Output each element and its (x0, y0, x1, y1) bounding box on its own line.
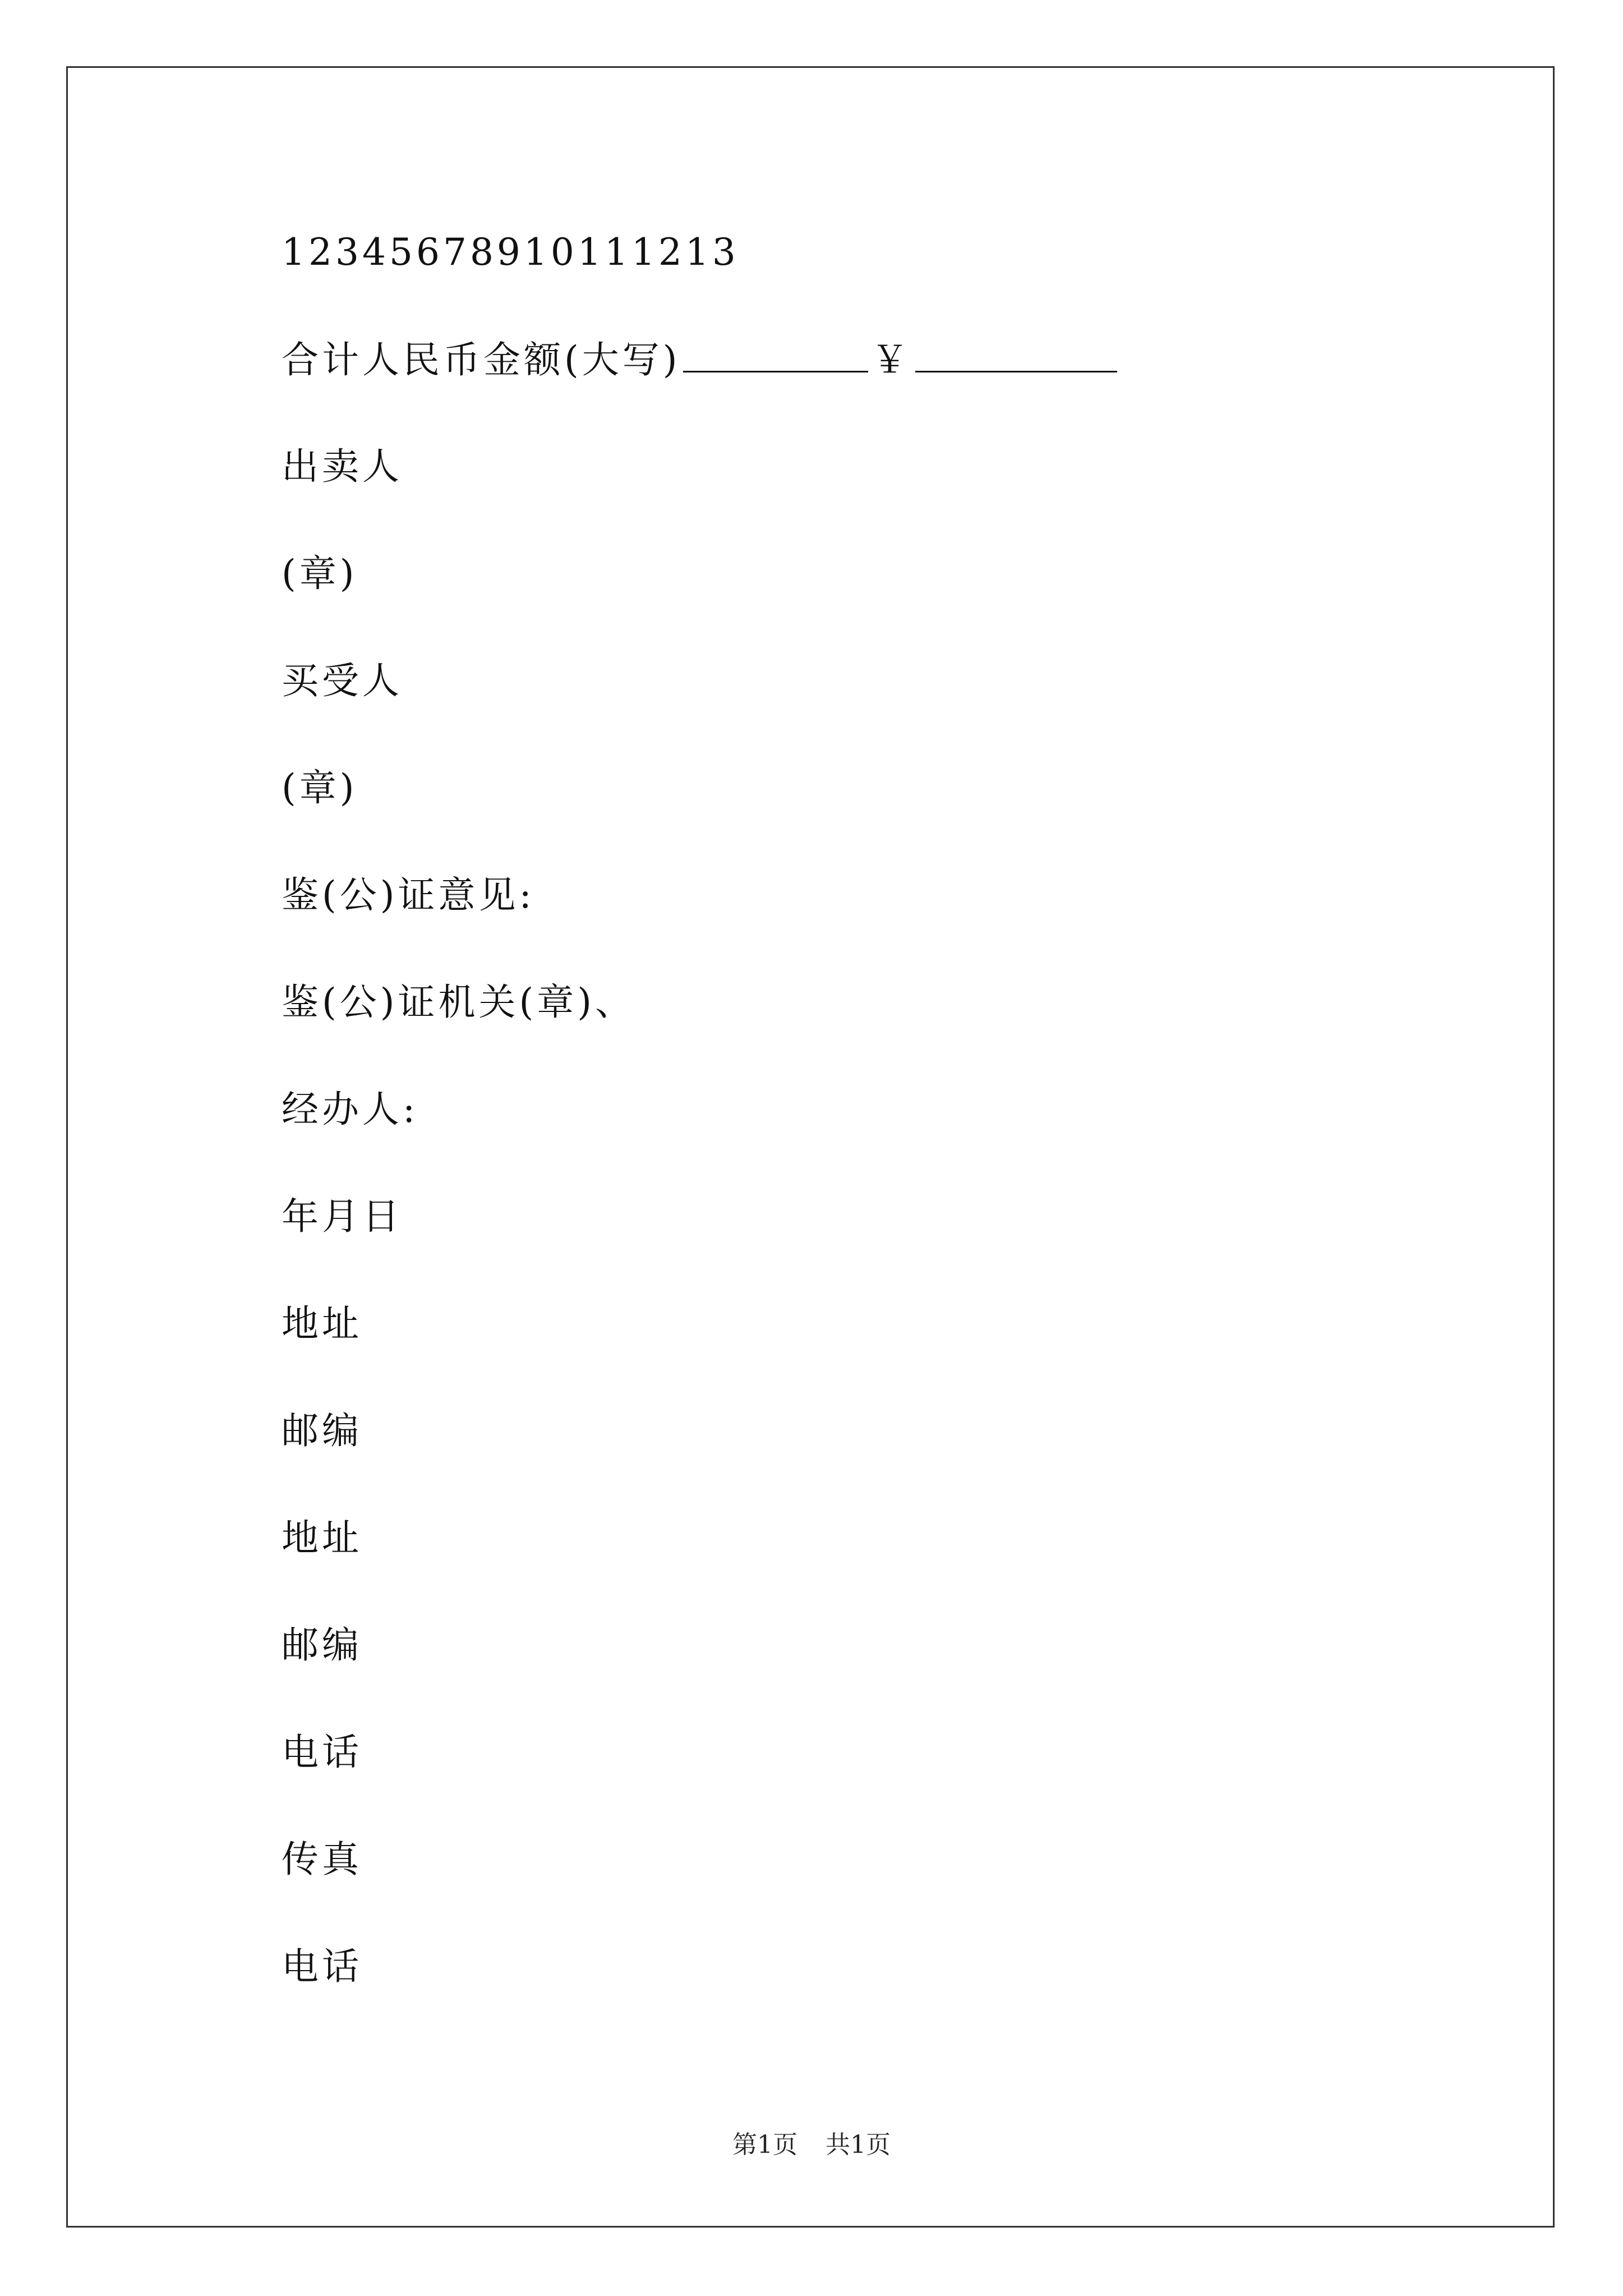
notary-opinion-label: 鉴(公)证意见: (282, 873, 535, 917)
postcode-label-2: 邮编 (282, 1623, 362, 1667)
amount-uppercase-blank (683, 332, 868, 372)
buyer-seal: (章) (282, 766, 358, 809)
phone-label-1: 电话 (282, 1731, 362, 1774)
page-total: 共1页 (826, 2131, 891, 2159)
currency-symbol: ￥ (871, 338, 912, 381)
page-footer (0, 2128, 1623, 2162)
total-amount-label: 合计人民币金额(大写) (282, 338, 681, 381)
phone-label-2: 电话 (282, 1945, 362, 1988)
seller-seal: (章) (282, 552, 358, 595)
page-current: 第1页 (732, 2131, 797, 2159)
address-label-1: 地址 (282, 1302, 362, 1345)
buyer-label: 买受人 (282, 659, 403, 702)
total-amount-line (282, 332, 1459, 439)
fax-label: 传真 (282, 1838, 362, 1881)
amount-figures-blank (915, 332, 1117, 372)
address-label-2: 地址 (282, 1516, 362, 1559)
postcode-label-1: 邮编 (282, 1409, 362, 1452)
seller-label: 出卖人 (282, 445, 403, 488)
date-label: 年月日 (282, 1195, 403, 1238)
sequence-numbers: 12345678910111213 (282, 231, 739, 274)
notary-office-seal: 鉴(公)证机关(章)、 (282, 981, 635, 1024)
document-body (282, 224, 1459, 2046)
handler-label: 经办人: (282, 1088, 419, 1131)
